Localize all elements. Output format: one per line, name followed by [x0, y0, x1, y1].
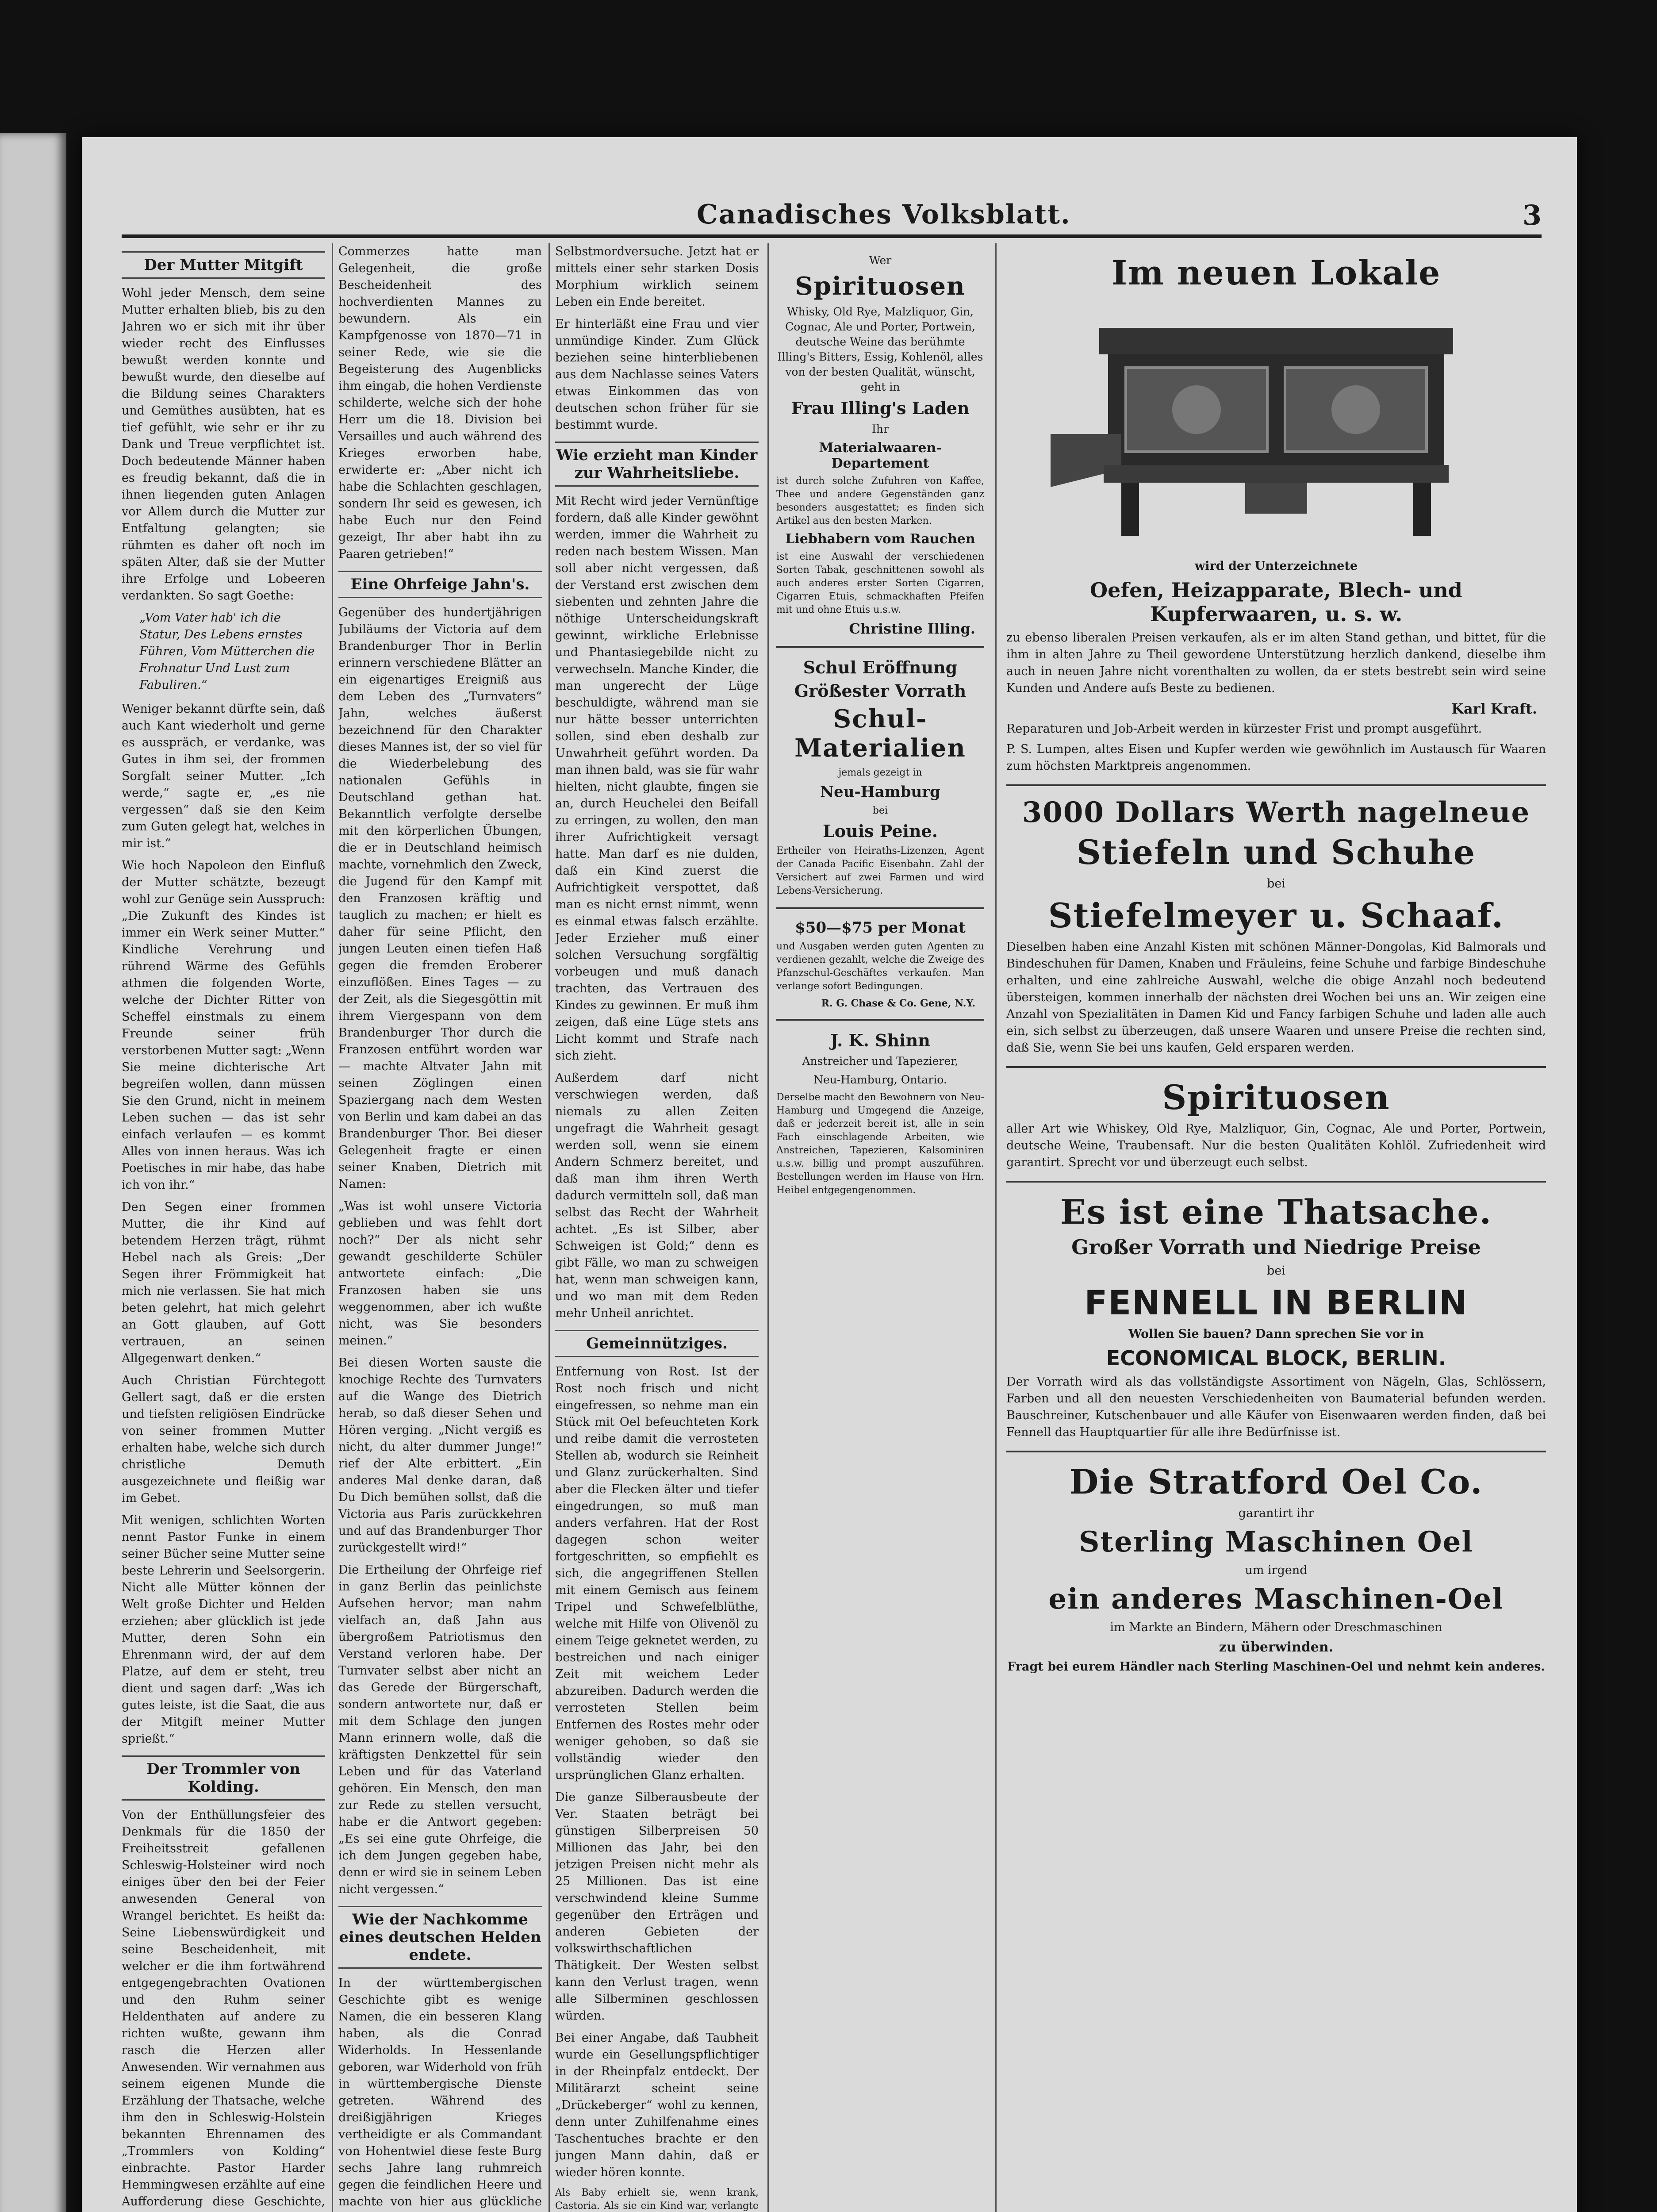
ad-label: um irgend — [1245, 1563, 1308, 1577]
article-heading: Der Mutter Mitgift — [122, 251, 325, 279]
ad-headline: Spirituosen — [1162, 1078, 1390, 1117]
article-paragraph: Selbstmordversuche. Jetzt hat er mittels einer sehr starken Dosis Morphium wirklich seinem Leben ein Ende bereitet. — [555, 245, 759, 309]
ad-text: Wollen Sie bauen? Dann sprechen Sie vor in — [1128, 1327, 1424, 1341]
article-paragraph: Gegenüber des hundertjährigen Jubiläums der Victoria auf dem Brandenburger Thor in Berlin erinnern verschiedene Blätter an ein eigenartiges Ereigniß aus dem Leben des „Turnvaters“ Jahn, welches äußerst bezeichnend für den Charakter dieses Mannes ist, der so viel für die Wiederbelebung des nationalen Gefühls in Deutschland gethan hat. Bekanntlich verfolgte derselbe mit den körperlichen Übungen, die er in Deutschland heimisch machte, vornehmlich den Zweck, die Jugend für den Kampf mit den Franzosen kräftig und tauglich zu machen; er hielt es daher für seine Pflicht, den jungen Leuten einen tiefen Haß gegen die fremden Eroberer einzuflößen. Eines Tages — zu der Zeit, als die Siegesgöttin mit ihrem Viergespann von dem Brandenburger Thor durch die Franzosen entführt worden war — machte Altvater Jahn mit seinen Zöglingen einen Spaziergang nach dem Westen von Berlin und kam dabei an das Brandenburger Thor. Bei dieser Gelegenheit fragte er einen seiner Knaben, Dietrich mit Namen: — [338, 606, 542, 1191]
column-rule — [332, 243, 333, 2212]
ad-headline: Die Stratford Oel Co. — [1069, 1462, 1483, 1502]
ad-subheading: Anstreicher und Tapezierer, — [802, 1055, 959, 1068]
article-paragraph: „Was ist wohl unsere Victoria geblieben und was fehlt dort noch?“ Der als nicht sehr gewandt geschilderte Schüler antwortete einfach: „Die Franzosen haben sie uns weggenommen, aber ich wußte nicht, was Sie besonders meinen.“ — [338, 1199, 542, 1348]
ad-signature: Karl Kraft. — [1451, 700, 1537, 717]
newspaper-title: Canadisches Volksblatt. — [697, 199, 1071, 230]
column-2 — [338, 243, 542, 2212]
ad-headline: Schul Eröffnung — [803, 657, 958, 677]
stratford-oil-ad — [1006, 1452, 1546, 1685]
ad-label: bei — [1267, 877, 1285, 891]
article-paragraph: Er hinterläßt eine Frau und vier unmündige Kinder. Zum Glück beziehen seine hinterbliebenen aus dem Nachlasse seines Vaters etwas Einkommen das von deutschen schon früher für sie bestimmt wurde. — [555, 317, 759, 432]
ad-text: Whisky, Old Rye, Malzliquor, Gin, Cognac, Ale und Porter, Portwein, deutsche Weine das berühmte Illing's Bitters, Essig, Kohlenöl, alles von der besten Qualität, wünscht, geht in — [777, 305, 983, 393]
article-heading: Wie der Nachkomme eines deutschen Helden endete. — [338, 1906, 542, 1969]
ad-headline: Es ist eine Thatsache. — [1060, 1192, 1492, 1232]
ad-address: ECONOMICAL BLOCK, BERLIN. — [1106, 1346, 1446, 1370]
ad-headline: Im neuen Lokale — [1111, 253, 1441, 292]
article-paragraph: Bei einer Angabe, daß Taubheit wurde ein Gesellungspflichtiger in der Rheinpfalz entdeckt. Der Militärarzt scheint seine „Drückeberger“ wohl zu kennen, denn unter Zuhilfenahme eines Taschentuches brachte er den jungen Mann dahin, daß er wieder hören konnte. — [555, 2031, 759, 2179]
article-paragraph: Wie hoch Napoleon den Einfluß der Mutter schätzte, bezeugt wohl zur Genüge sein Ausspruch: „Die Zukunft des Kindes ist immer ein Werk seiner Mutter.“ Kindliche Verehrung und rührend Wärme des Gefühls athmen die folgenden Worte, welche der Dichter Ritter von Scheffel einstmals zu einem Freunde seiner früh verstorbenen Mutter sagt: „Wenn Sie meine dichterische Art begreifen wollen, dann müssen Sie den Grund, nicht in meinem Leben suchen — das ist sehr einfach verlaufen — es kommt Alles von innen heraus. Was ich Poetisches in mir habe, das habe ich von ihr.“ — [122, 859, 325, 1192]
article-paragraph: Bei diesen Worten sauste die knochige Rechte des Turnvaters auf die Wange des Dietrich herab, so daß dieser Sehen und Hören verging. „Nicht vergiß es nicht, du alter dummer Junge!“ rief der Alte erbittert. „Ein anderes Mal denke daran, daß Du Dich bemühen sollst, daß die Victoria aus Paris zurückkehren und auf das Brandenburger Thor zurückgestellt wird!“ — [338, 1356, 542, 1555]
ad-text: zu überwinden. — [1219, 1640, 1334, 1655]
ad-signature: R. G. Chase & Co. Gene, N.Y. — [821, 998, 975, 1009]
kraft-stove-ad — [1006, 243, 1546, 786]
ad-text: ist eine Auswahl der verschiedenen Sorten Tabak, geschnittenen sowohl als auch anderes erster Sorten Cigarren, Cigarren Etuis, schmackhaften Pfeifen mit und ohne Etuis u.s.w. — [776, 551, 984, 615]
ad-text: im Markte an Bindern, Mähern oder Dreschmaschinen — [1110, 1621, 1442, 1634]
previous-page-edge — [0, 133, 66, 2212]
article-paragraph: Mit Recht wird jeder Vernünftige fordern, daß alle Kinder gewöhnt werden, immer die Wahrheit zu reden nach bestem Wissen. Man soll aber nicht vergessen, daß der Verstand erst zwischen dem siebenten und zehnten Jahre die nöthige Unterscheidungskraft gewinnt, wirkliche Erlebnisse und Phantasiegebilde nicht zu verwechseln. Manche Kinder, die man ungerecht der Lüge beschuldigte, während man sie nur hätte besser unterrichten sollen, sind eben deshalb zur Unwahrheit geführt worden. Da man ihnen bald, was sie für wahr hielten, nicht glaubte, fingen sie an, durch Heuchelei den Beifall zu erringen, zu wollen, den man ihrer Aufrichtigkeit versagt hatte. Man darf es nie dulden, daß ein Kind zuerst die Aufrichtigkeit verspottet, daß man es nicht ernst nimmt, wenn es einmal etwas falsch erzählte. Jeder Erzieher muß einer solchen Versuchung sorgfältig vorbeugen und muß danach trachten, das Vertrauen des Kindes zu gewinnen. Er muß ihm zeigen, daß eine Lüge stets ans Licht kommt und Strafe nach sich zieht. — [555, 494, 759, 1063]
article-paragraph: In der württembergischen Geschichte gibt es wenige Namen, die ein besseren Klang haben, als die Conrad Widerholds. In Hessenlande geboren, war Widerhold von früh in württembergische Dienste getreten. Während des dreißigjährigen Krieges vertheidigte er als Commandant von Hohentwiel diese feste Burg sechs Jahre lang ruhmreich gegen die feindlichen Heere und machte von hier aus glückliche — [338, 1976, 542, 2208]
article-heading: Gemeinnütziges. — [555, 1330, 759, 1357]
ad-headline: J. K. Shinn — [830, 1030, 930, 1050]
ad-name: Louis Peine. — [823, 821, 938, 841]
page-number: 3 — [1522, 199, 1542, 231]
castoria-notes: Als Baby erhielt sie, wenn krank, Castoria. Als sie ein Kind war, verlangte — [555, 2187, 759, 2212]
product-name: Sterling Maschinen Oel — [1079, 1525, 1473, 1559]
column-3 — [555, 243, 759, 2212]
article-paragraph: Außerdem darf nicht verschwiegen werden, daß niemals zu allen Zeiten ungefragt die Wahrheit gesagt werden soll, wenn sie einem Andern Schmerz bereitet, und daß man ihm ihren Werth dadurch vermitteln soll, daß man selbst das Recht der Wahrheit achtet. „Es ist Silber, aber Schweigen ist Gold;“ denn es gibt Fälle, wo man zu schweigen hat, wenn man schweigen kann, und wo man mit dem Reden mehr Unheil anrichtet. — [555, 1071, 759, 1320]
ad-label: jemals gezeigt in — [838, 767, 922, 778]
ad-text: aller Art wie Whiskey, Old Rye, Malzliquor, Gin, Cognac, Ale und Porter, Portwein, deutsche Weine, Traubensaft. Nur die besten Qualitäten Kohlöl. Zufriedenheit wird garantirt. Sprecht vor und überzeugt euch selbst. — [1006, 1122, 1546, 1169]
article-paragraph: Weniger bekannt dürfte sein, daß auch Kant wiederholt und gerne es ausspräch, er verdanke, was Gutes in ihm sei, der frommen Sorgfalt seiner Mutter. „Ich werde,“ sagte er, „es nie vergessen“ daß sie den Keim zum Guten gelegt hat, welches in mir ist.“ — [122, 702, 325, 850]
article-paragraph: Den Segen einer frommen Mutter, die ihr Kind auf betendem Herzen trägt, rühmt Hebel nach als Greis: „Der Segen ihrer Frömmigkeit hat mich nie verlassen. Sie hat mich beten gelehrt, hat mich gelehrt an Gott glauben, auf Gott vertrauen, an seinen Allgegenwart denken.“ — [122, 1200, 325, 1365]
ad-label: garantirt ihr — [1238, 1506, 1314, 1520]
stove-illustration — [1033, 301, 1519, 549]
department-name: Materialwaaren-Departement — [819, 440, 942, 471]
article-paragraph: Auch Christian Fürchtegott Gellert sagt, daß er die ersten und tiefsten religiösen Eindrücke von seiner frommen Mutter erhalten habe, welche sich durch christliche Demuth ausgezeichnete und fleißig war im Gebet. — [122, 1374, 325, 1505]
article-paragraph: Von der Enthüllungsfeier des Denkmals für die 1850 der Freiheitsstreit gefallenen Schleswig-Holsteiner wird noch einiges über den bei der Feier anwesenden General von Wrangel berichtet. Es heißt da: Seine Liebenswürdigkeit und seine Bescheidenheit, mit welcher er die ihm fortwährend entgegengebrachten Ovationen und den Ruhm seiner Heldenthaten auf andere zu richten wußte, gewann ihm rasch die Herzen aller Anwesenden. Wir vernahmen aus seinem eigenen Munde die Erzählung der Thatsache, welche ihm den in Schleswig-Holstein bekannten Ehrennamen des „Trommlers von Kolding“ einbrachte. Pastor Harder Hemmingwesen erzählte auf eine Aufforderung diese Geschichte, — [122, 1808, 325, 2208]
ad-subheading: Großer Vorrath und Niedrige Preise — [1071, 1235, 1481, 1259]
ad-headline: 3000 Dollars Werth nagelneue — [1022, 796, 1530, 829]
article-paragraph: Mit wenigen, schlichten Worten nennt Pastor Funke in einem seiner Bücher seine Mutter seine beste Lehrerin und Seelsorgerin. Nicht alle Mütter können der Welt große Dichter und Helden erziehen; aber glücklich ist jede Mutter, deren Sohn ein Ehrenmann wird, der auf dem Platze, auf dem er steht, treu dient und sagen darf: „Was ich gutes leiste, ist die Saat, die aus der Mitgift meiner Mutter sprießt.“ — [122, 1513, 325, 1746]
stove-icon — [1033, 301, 1519, 549]
article-heading: Wie erzieht man Kinder zur Wahrheitsliebe. — [555, 442, 759, 487]
ad-subheading: Stiefeln und Schuhe — [1076, 833, 1476, 872]
ad-headline: Spirituosen — [795, 272, 966, 301]
shinn-ad — [776, 1021, 984, 1207]
ad-label: Ihr — [872, 422, 889, 435]
ad-headline: $50—$75 per Monat — [795, 919, 966, 937]
boots-ad — [1006, 786, 1546, 1068]
ad-label: wird der Unterzeichnete — [1194, 559, 1358, 573]
firm-name: Stiefelmeyer u. Schaaf. — [1048, 896, 1504, 935]
shop-name: Frau Illing's Laden — [791, 398, 970, 418]
ad-text: Reparaturen und Job-Arbeit werden in kürzester Frist und prompt ausgeführt. — [1006, 722, 1482, 736]
column-rule — [767, 243, 769, 2212]
ad-signature: Christine Illing. — [849, 620, 975, 637]
fennell-ad — [1006, 1183, 1546, 1452]
ad-intro: Wer — [869, 254, 892, 267]
ad-label: bei — [872, 805, 888, 816]
article-paragraph: Die ganze Silberausbeute der Ver. Staaten beträgt bei günstigen Silberpreisen 50 Millionen das Jahr, bei den jetzigen Preisen nicht mehr als 25 Millionen. Das ist eine verschwindend kleine Summe gegenüber den Erträgen und anderen Gebieten der volkswirthschaftlichen Thätigkeit. Der Westen selbst kann den Verlust tragen, wenn alle Silberminen geschlossen würden. — [555, 1790, 759, 2023]
ad-subheading: ein anderes Maschinen-Oel — [1048, 1582, 1504, 1616]
article-heading: Eine Ohrfeige Jahn's. — [338, 571, 542, 598]
spirituosen-ad — [1006, 1068, 1546, 1183]
ad-subheading: Liebhabern vom Rauchen — [785, 531, 975, 547]
poem-quote: „Vom Vater hab' ich die Statur, Des Lebens ernstes Führen, Vom Mütterchen die Frohnatur Und Lust zum Fabuliren.“ — [139, 611, 315, 692]
ad-label: bei — [1267, 1264, 1285, 1278]
ad-text: Derselbe macht den Bewohnern von Neu-Hamburg und Umgegend die Anzeige, daß er jederzeit bereit ist, alle in sein Fach einschlagende Arbeiten, wie Anstreichen, Tapezieren, Kalsominiren u.s.w. billig und prompt auszuführen. Bestellungen werden im Hause von Hrn. Heibel entgegengenommen. — [776, 1092, 984, 1196]
chase-ad — [776, 909, 984, 1021]
ad-subheading: Größester Vorrath — [794, 681, 967, 701]
ad-place: Neu-Hamburg, Ontario. — [813, 1073, 947, 1086]
masthead — [122, 199, 1542, 238]
column-rule — [548, 243, 550, 2212]
firm-name: FENNELL IN BERLIN — [1084, 1283, 1468, 1322]
article-paragraph: Die Ertheilung der Ohrfeige rief in ganz Berlin das peinlichste Aufsehen hervor; man nahm vielfach an, daß Jahn aus übergroßem Patriotismus den Verstand verloren habe. Der Turnvater selbst aber nicht an das Gerede der Bürgerschaft, sondern antwortete nur, daß er mit dem Schlage den jungen Mann erinnern wolle, daß die kräftigsten Denkzettel für sein Leben und für das Vaterland gehören. Ein Mensch, den man zur Rede zu stellen versucht, habe er die Antwort gegeben: „Es sei eine gute Ohrfeige, die ich dem Jungen gegeben habe, denn er wird sie in seinem Leben nicht vergessen.“ — [338, 1563, 542, 1896]
ad-text: ist durch solche Zufuhren von Kaffee, Thee und andere Gegenständen ganz besonders ausgestattet; es finden sich Artikel aus den besten Marken. — [776, 476, 984, 526]
ad-text: P. S. Lumpen, altes Eisen und Kupfer werden wie gewöhnlich im Austausch für Waaren zum höchsten Marktpreis angenommen. — [1006, 742, 1546, 773]
ad-place: Neu-Hamburg — [820, 783, 940, 801]
ad-text: und Ausgaben werden guten Agenten zu verdienen gezahlt, welche die Zweige des Pfanzschul-Geschäftes verkaufen. Man verlange sofort Bedingungen. — [776, 941, 984, 992]
illing-ad — [776, 243, 984, 648]
ad-big-headline: Schul-Materialien — [794, 704, 966, 763]
ad-text: Fragt bei eurem Händler nach Sterling Maschinen-Oel und nehmt kein anderes. — [1007, 1660, 1545, 1674]
ad-text: zu ebenso liberalen Preisen verkaufen, als er im alten Stand gethan, und bittet, für die ihm in alten Jahre zu Theil gewordene Unterstützung herzlich dankend, dieselbe ihm auch in neuen Jahre nicht vorenthalten zu wollen, da er stets bestrebt sein wird seine Kunden und Andere aufs Beste zu bedienen. — [1006, 631, 1546, 695]
column-4-ads — [776, 243, 984, 2212]
article-heading: Der Trommler von Kolding. — [122, 1755, 325, 1801]
ad-text: Dieselben haben eine Anzahl Kisten mit schönen Männer-Dongolas, Kid Balmorals und Bindeschuhen für Damen, Knaben und Fräuleins, feine Schuhe und farbige Bindeschuhe erhalten, und eine zahlreiche Auswahl, welche die obige Anzahl noch bedeutend übersteigen, kommen innerhalb der nächsten drei Wochen bei uns an. Wir zeigen eine Anzahl von Spezialitäten in Damen Kid und Fancy farbigen Schuhe und laden alle auch ein, sich selbst zu überzeugen, daß unsere Waaren und unsere Preise die rechten sind, daß Sie, wenn Sie bei uns kaufen, Geld ersparen werden. — [1006, 940, 1546, 1055]
peine-ad — [776, 648, 984, 909]
ad-products: Oefen, Heizapparate, Blech- und Kupferwaaren, u. s. w. — [1090, 578, 1462, 626]
article-paragraph: Commerzes hatte man Gelegenheit, die große Bescheidenheit des hochverdienten Mannes zu bewundern. Als ein Kampfgenosse von 1870—71 in seiner Rede, wie sie die Begeisterung des Augenblicks ihm eingab, die hohen Verdienste schilderte, welche sich der hohe Herr um die 18. Division bei Versailles und auch während des Krieges erworben habe, erwiderte er: „Aber nicht ich habe die Schlachten geschlagen, sondern Ihr seid es gewesen, ich habe Euch nur den Feind gezeigt, Ihr aber habt ihn zu Paaren getrieben!“ — [338, 245, 542, 561]
column-1 — [122, 243, 325, 2212]
article-paragraph: Entfernung von Rost. Ist der Rost noch frisch und nicht eingefressen, so nehme man ein Stück mit Oel befeuchteten Kork und reibe damit die verrosteten Stellen ab, wodurch sie Reinheit und Glanz zurückerhalten. Sind aber die Flecken älter und tiefer eingedrungen, so muß man anders verfahren. Hat der Rost dagegen schon weiter fortgeschritten, so empfiehlt es sich, die angegriffenen Stellen mit einem Gemisch aus feinem Tripel und Schwefelblüthe, welche mit Hilfe von Olivenöl zu einem Teige geknetet werden, zu bestreichen und nach einiger Zeit mit weichem Leder abzureiben. Dadurch werden die verrosteten Stellen beim Entfernen des Rostes mehr oder weniger gehoben, so daß sie vollständig wieder den ursprünglichen Glanz erhalten. — [555, 1365, 759, 1782]
newspaper-page — [82, 137, 1577, 2212]
column-rule — [995, 243, 997, 2212]
ad-text: Ertheiler von Heiraths-Lizenzen, Agent der Canada Pacific Eisenbahn. Zahl der Versichert auf zwei Farmen und wird Lebens-Versicherung. — [776, 845, 984, 896]
advertisement-column — [1006, 243, 1546, 2212]
article-paragraph: Wohl jeder Mensch, dem seine Mutter erhalten blieb, bis zu den Jahren wo er sich mit ihr über wieder recht des Einflusses bewußt werden konnte und bewußt wurde, den dieselbe auf die Bildung seines Charakters und Gemüthes ausübten, hat es tief gefühlt, wie sehr er ihr zu Dank und Treue verpflichtet ist. Doch bedeutende Männer haben es freudig bekannt, daß die in ihnen liegenden guten Anlagen vor Allem durch die Mutter zur Entfaltung gelangten; sie rühmten es daher oft noch im späten Alter, daß sie der Mutter ihre Erfolge und Lobeeren verdankten. So sagt Goethe: — [122, 286, 325, 603]
ad-text: Der Vorrath wird als das vollständigste Assortiment von Nägeln, Glas, Schlössern, Farben und all den neuesten Verschiedenheiten von Baumaterial befunden werden. Bauschreiner, Kutschenbauer und alle Käufer von Eisenwaaren werden finden, daß bei Fennell das Hauptquartier für alle ihre Bedürfnisse ist. — [1006, 1375, 1546, 1439]
